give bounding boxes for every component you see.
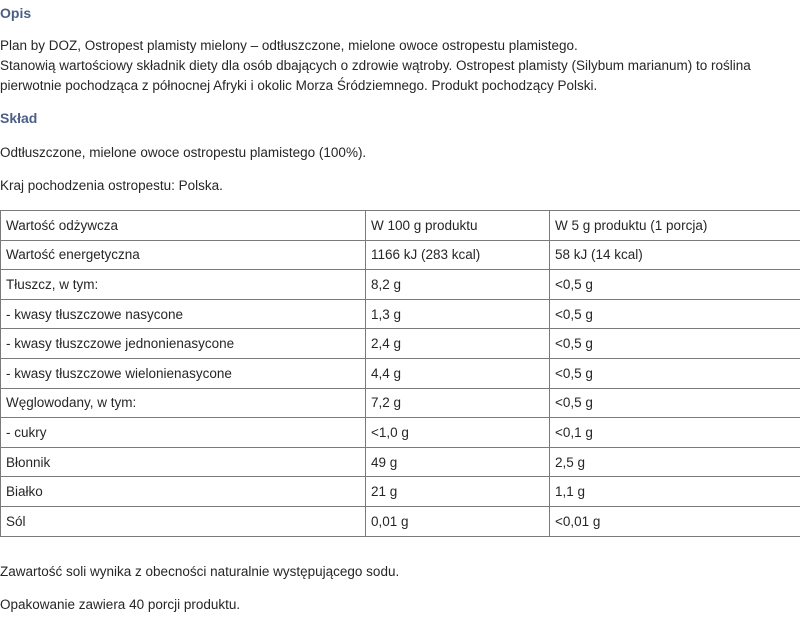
table-cell: - kwasy tłuszczowe nasycone xyxy=(1,299,366,329)
table-cell: 1,1 g xyxy=(550,477,800,507)
table-row xyxy=(1,358,800,388)
table-cell: Białko xyxy=(1,477,366,507)
table-cell: W 5 g produktu (1 porcja) xyxy=(550,211,800,241)
table-cell: 21 g xyxy=(366,477,550,507)
nutrition-table xyxy=(0,210,800,537)
table-cell: <0,5 g xyxy=(550,358,800,388)
table-cell: 58 kJ (14 kcal) xyxy=(550,240,800,270)
table-cell: <0,1 g xyxy=(550,418,800,448)
table-cell: 4,4 g xyxy=(366,358,550,388)
opis-heading: Opis xyxy=(0,5,32,21)
table-cell: 1166 kJ (283 kcal) xyxy=(366,240,550,270)
sklad-text: Odtłuszczone, mielone owoce ostropestu plamistego (100%). xyxy=(0,145,367,160)
table-cell: Błonnik xyxy=(1,447,366,477)
table-row xyxy=(1,388,800,418)
table-row xyxy=(1,299,800,329)
table-row xyxy=(1,506,800,536)
table-cell: - cukry xyxy=(1,418,366,448)
table-header-row xyxy=(1,211,800,241)
table-cell: <0,01 g xyxy=(550,506,800,536)
opis-line: Stanowią wartościowy składnik diety dla osób dbających o zdrowie wątroby. Ostropest plamisty (Silybum marianum) to roślina xyxy=(0,58,751,73)
table-cell: Węglowodany, w tym: xyxy=(1,388,366,418)
opis-line: Plan by DOZ, Ostropest plamisty mielony – odtłuszczone, mielone owoce ostropestu plamistego. xyxy=(0,38,578,53)
table-cell: 1,3 g xyxy=(366,299,550,329)
table-cell: Sól xyxy=(1,506,366,536)
opis-line: pierwotnie pochodząca z północnej Afryki i okolic Morza Śródziemnego. Produkt pochodzący Polski. xyxy=(0,78,598,93)
table-row xyxy=(1,477,800,507)
table-cell: - kwasy tłuszczowe jednonienasycone xyxy=(1,329,366,359)
table-cell: 2,5 g xyxy=(550,447,800,477)
table-cell: <0,5 g xyxy=(550,299,800,329)
table-row xyxy=(1,447,800,477)
table-cell: <0,5 g xyxy=(550,388,800,418)
table-cell: Wartość odżywcza xyxy=(1,211,366,241)
opis-description xyxy=(0,36,751,96)
sklad-heading: Skład xyxy=(0,110,38,126)
table-cell: W 100 g produktu xyxy=(366,211,550,241)
table-cell: <1,0 g xyxy=(366,418,550,448)
salt-note: Zawartość soli wynika z obecności naturalnie występującego sodu. xyxy=(0,564,400,579)
table-cell: - kwasy tłuszczowe wielonienasycone xyxy=(1,358,366,388)
table-cell: 8,2 g xyxy=(366,270,550,300)
table-cell: <0,5 g xyxy=(550,329,800,359)
table-row xyxy=(1,240,800,270)
table-cell: Wartość energetyczna xyxy=(1,240,366,270)
table-row xyxy=(1,270,800,300)
country-of-origin: Kraj pochodzenia ostropestu: Polska. xyxy=(0,178,223,193)
table-cell: 7,2 g xyxy=(366,388,550,418)
table-row xyxy=(1,329,800,359)
table-cell: Tłuszcz, w tym: xyxy=(1,270,366,300)
table-cell: 0,01 g xyxy=(366,506,550,536)
table-cell: <0,5 g xyxy=(550,270,800,300)
table-cell: 49 g xyxy=(366,447,550,477)
table-cell: 2,4 g xyxy=(366,329,550,359)
package-note: Opakowanie zawiera 40 porcji produktu. xyxy=(0,597,241,612)
table-row xyxy=(1,418,800,448)
